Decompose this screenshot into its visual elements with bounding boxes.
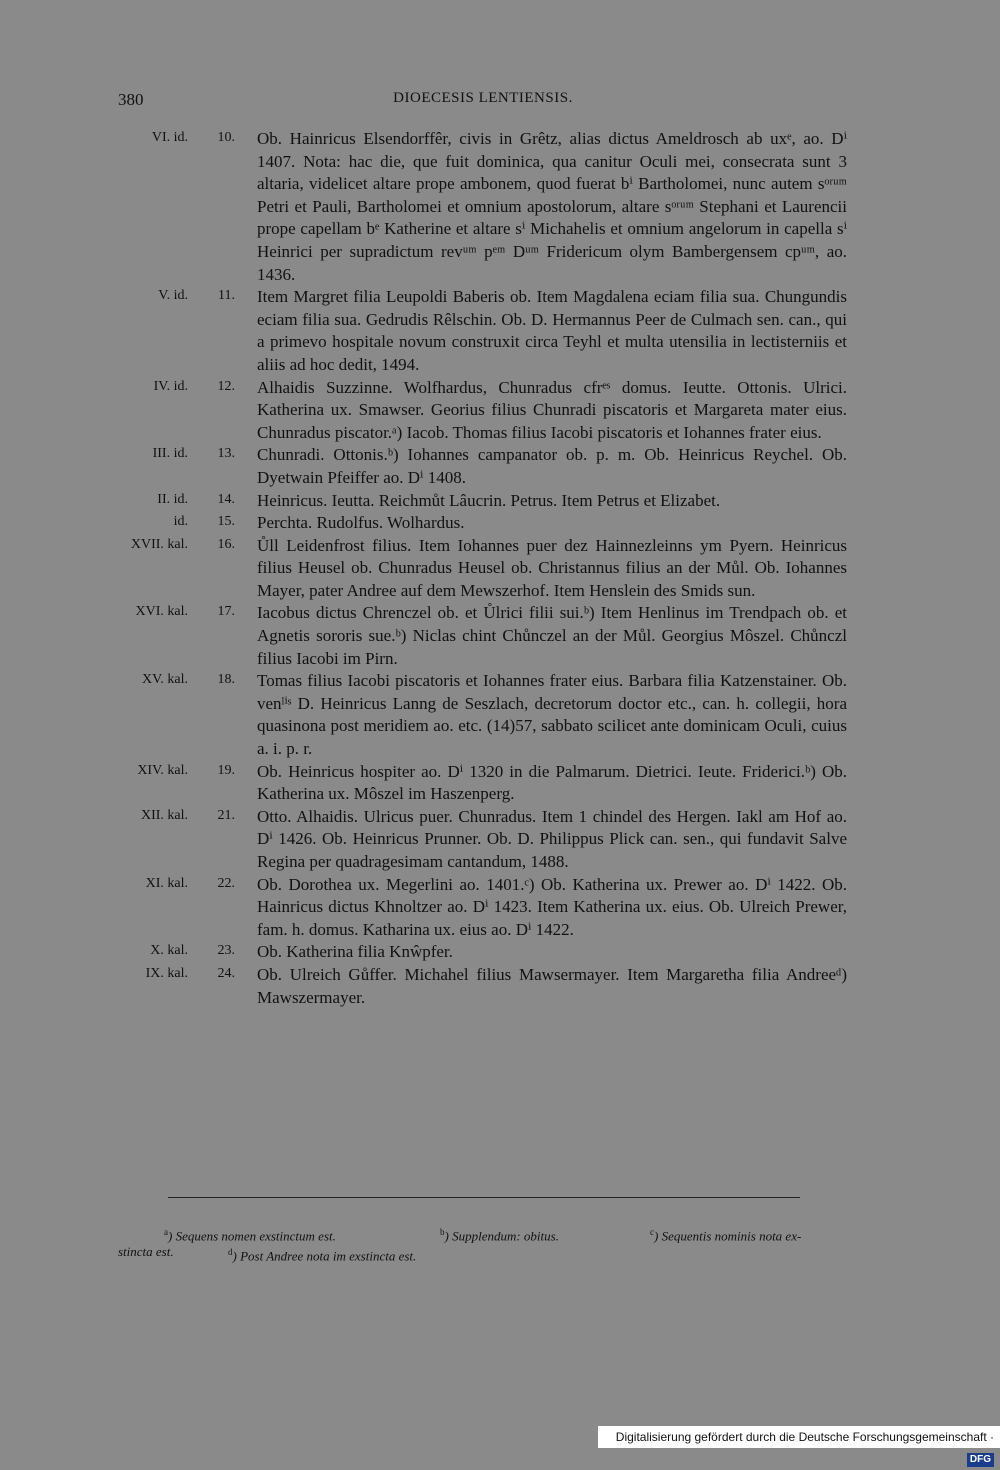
entry-row <box>0 128 1000 286</box>
entry-text: Item Margret filia Leupoldi Baberis ob. Item Magdalena eciam filia sua. Chungundis eciam filia sua. Gedrudis Rêlschin. Ob. D. Hermannus Peer de Culmach sen. can., qui a primevo hospitale novum construxit circa Teyhl et multa utensilia in lectisterniis et aliis ad hoc dedit, 1494. <box>257 287 847 374</box>
entry-day: 13. <box>217 446 235 462</box>
entry-day: 16. <box>217 536 235 552</box>
entry-day: 15. <box>217 514 235 530</box>
entry-text: Chunradi. Ottonis.ᵇ) Iohannes campanator ob. p. m. Ob. Heinricus Reychel. Ob. Dyetwain Pfeiffer ao. Dⁱ 1408. <box>257 445 847 487</box>
entry-day: 18. <box>217 672 235 688</box>
entry-text: Perchta. Rudolfus. Wolhardus. <box>257 513 465 533</box>
entry-text: Ob. Katherina filia Knŵpfer. <box>257 942 453 962</box>
funding-banner <box>598 1426 1000 1465</box>
entry-text: Ob. Hainricus Elsendorffêr, civis in Grêtz, alias dictus Ameldrosch ab uxᵉ, ao. Dⁱ 1407. Nota: hac die, que fuit dominica, qua canitur Oculi mei, consecrata sunt 3 altaria, videlicet altare prope ambonem, quod fuerat bⁱ Bartholomei, nunc autem sᵒʳᵘᵐ Petri et Pauli, Bartholomei et omnium apostolorum, altare sᵒʳᵘᵐ Stephani et Laurencii prope capellam bᵉ Katherine et altare sⁱ Michahelis et omnium angelorum in capella sⁱ Heinrici per supradictum revᵘᵐ pᵉᵐ Dᵘᵐ Fridericum olym Bambergensem cpᵘᵐ, ao. 1436. <box>257 129 847 284</box>
page-header <box>118 90 848 112</box>
page-number: 380 <box>118 90 144 109</box>
entry-text: Heinricus. Ieutta. Reichmůt Lâucrin. Petrus. Item Petrus et Elizabet. <box>257 490 721 510</box>
entry-date: id. <box>173 514 188 530</box>
entry-date: V. id. <box>158 288 188 304</box>
entry-row <box>0 377 1000 445</box>
entry-date: XVII. kal. <box>130 536 188 552</box>
entry-date: VI. id. <box>151 130 188 145</box>
entry-text: Ob. Dorothea ux. Megerlini ao. 1401.ᶜ) Ob. Katherina ux. Prewer ao. Dⁱ 1422. Ob. Hainricus dictus Khnoltzer ao. Dⁱ 1423. Item Katherina ux. eius. Ob. Ulreich Prewer, fam. h. domus. Katharina ux. eius ao. Dⁱ 1422. <box>257 874 847 939</box>
entry-date: XV. kal. <box>141 672 188 688</box>
footnote-d: $^d$) Post Andree nota im exstincta est. <box>228 1247 417 1264</box>
footnote-divider <box>168 1197 800 1198</box>
entry-day: 19. <box>217 762 235 778</box>
entry-date: II. id. <box>157 491 188 507</box>
entry-row <box>0 444 1000 489</box>
entry-row <box>0 490 1000 513</box>
entry-day: 17. <box>217 604 235 620</box>
entry-date: XVI. kal. <box>135 604 188 620</box>
entry-day: 12. <box>217 378 235 394</box>
footnotes <box>118 1222 848 1262</box>
entry-day: 14. <box>217 491 235 507</box>
entry-row <box>0 964 1000 1009</box>
running-title: DIOECESIS LENTIENSIS. <box>393 90 573 106</box>
entry-row <box>0 602 1000 670</box>
entry-day: 22. <box>217 875 235 891</box>
entry-row <box>0 941 1000 964</box>
entry-date: XII. kal. <box>140 807 188 823</box>
entry-row <box>0 874 1000 942</box>
entry-row <box>0 535 1000 603</box>
entry-row <box>0 512 1000 535</box>
entry-date: IV. id. <box>153 378 188 394</box>
entry-row <box>0 670 1000 760</box>
entry-day: 10. <box>217 130 235 145</box>
footnote-line <box>118 1222 848 1242</box>
entry-row <box>0 806 1000 874</box>
entry-date: IX. kal. <box>145 965 188 981</box>
funding-text: Digitalisierung gefördert durch die Deutsche Forschungsgemeinschaft · <box>615 1430 994 1444</box>
entry-date: XI. kal. <box>145 875 188 891</box>
dfg-logo: DFG <box>967 1453 994 1467</box>
entry-text: Ůll Leidenfrost filius. Item Iohannes puer dez Hainnezleinns ym Pyern. Heinricus filius Heusel ob. Chunradus Heusel ob. Christannus filius an der Můl. Ob. Iohannes Mayer, pater Andree auf dem Mewszerhof. Item Henslein des Smids sun. <box>257 535 847 600</box>
entry-day: 21. <box>217 807 235 823</box>
entry-text: Otto. Alhaidis. Ulricus puer. Chunradus. Item 1 chindel des Hergen. Iakl am Hof ao. Dⁱ 1426. Ob. Heinricus Prunner. Ob. D. Philippus Plick can. sen., qui fundavit Salve Regina per quadragesimam cantandum, 1488. <box>257 806 847 871</box>
entry-day: 23. <box>217 943 235 959</box>
entry-day: 24. <box>217 965 235 981</box>
entry-row <box>0 286 1000 376</box>
footnote-b: $^b$) Supplendum: obitus. <box>440 1227 559 1244</box>
entry-text: Iacobus dictus Chrenczel ob. et Ůlrici filii sui.ᵇ) Item Henlinus im Trendpach ob. et Agnetis sororis sue.ᵇ) Niclas chint Chůnczel an der Můl. Georgius Môszel. Chůnczl filius Iacobi im Pirn. <box>257 603 847 668</box>
footnote-c-continued: stincta est. <box>118 1244 174 1259</box>
footnote-a: $^a$) Sequens nomen exstinctum est. <box>164 1227 336 1244</box>
entry-text: Ob. Heinricus hospiter ao. Dⁱ 1320 in die Palmarum. Dietrici. Ieute. Friderici.ᵇ) Ob. Katherina ux. Môszel im Haszenperg. <box>257 761 847 804</box>
entry-date: X. kal. <box>150 943 188 959</box>
entry-row <box>0 761 1000 806</box>
entry-text: Alhaidis Suzzinne. Wolfhardus, Chunradus cfrᵉˢ domus. Ieutte. Ottonis. Ulrici. Katherina ux. Smawser. Georius filius Chunradi piscatoris et Margareta mater eius. Chunradus piscator.ᵃ) Iacob. Thomas filius Iacobi piscatoris et Iohannes frater eius. <box>257 377 847 442</box>
necrology-entries <box>0 128 1000 1009</box>
entry-text: Ob. Ulreich Gůffer. Michahel filius Mawsermayer. Item Margaretha filia Andreeᵈ) Mawszermayer. <box>257 964 847 1007</box>
footnote-c: $^c$) Sequentis nominis nota ex- <box>650 1227 802 1244</box>
entry-text: Tomas filius Iacobi piscatoris et Iohannes frater eius. Barbara filia Katzenstainer. Ob. venˡⁱˢ D. Heinricus Lanng de Seszlach, decretorum doctor etc., can. h. collegii, hora quasinona post meridiem ao. etc. (14)57, sabbato scilicet ante dominicam Oculi, cuius a. i. p. r. <box>257 671 847 759</box>
footnote-line <box>118 1242 848 1262</box>
entry-date: XIV. kal. <box>137 762 188 778</box>
entry-date: III. id. <box>152 446 188 462</box>
entry-day: 11. <box>218 288 235 304</box>
